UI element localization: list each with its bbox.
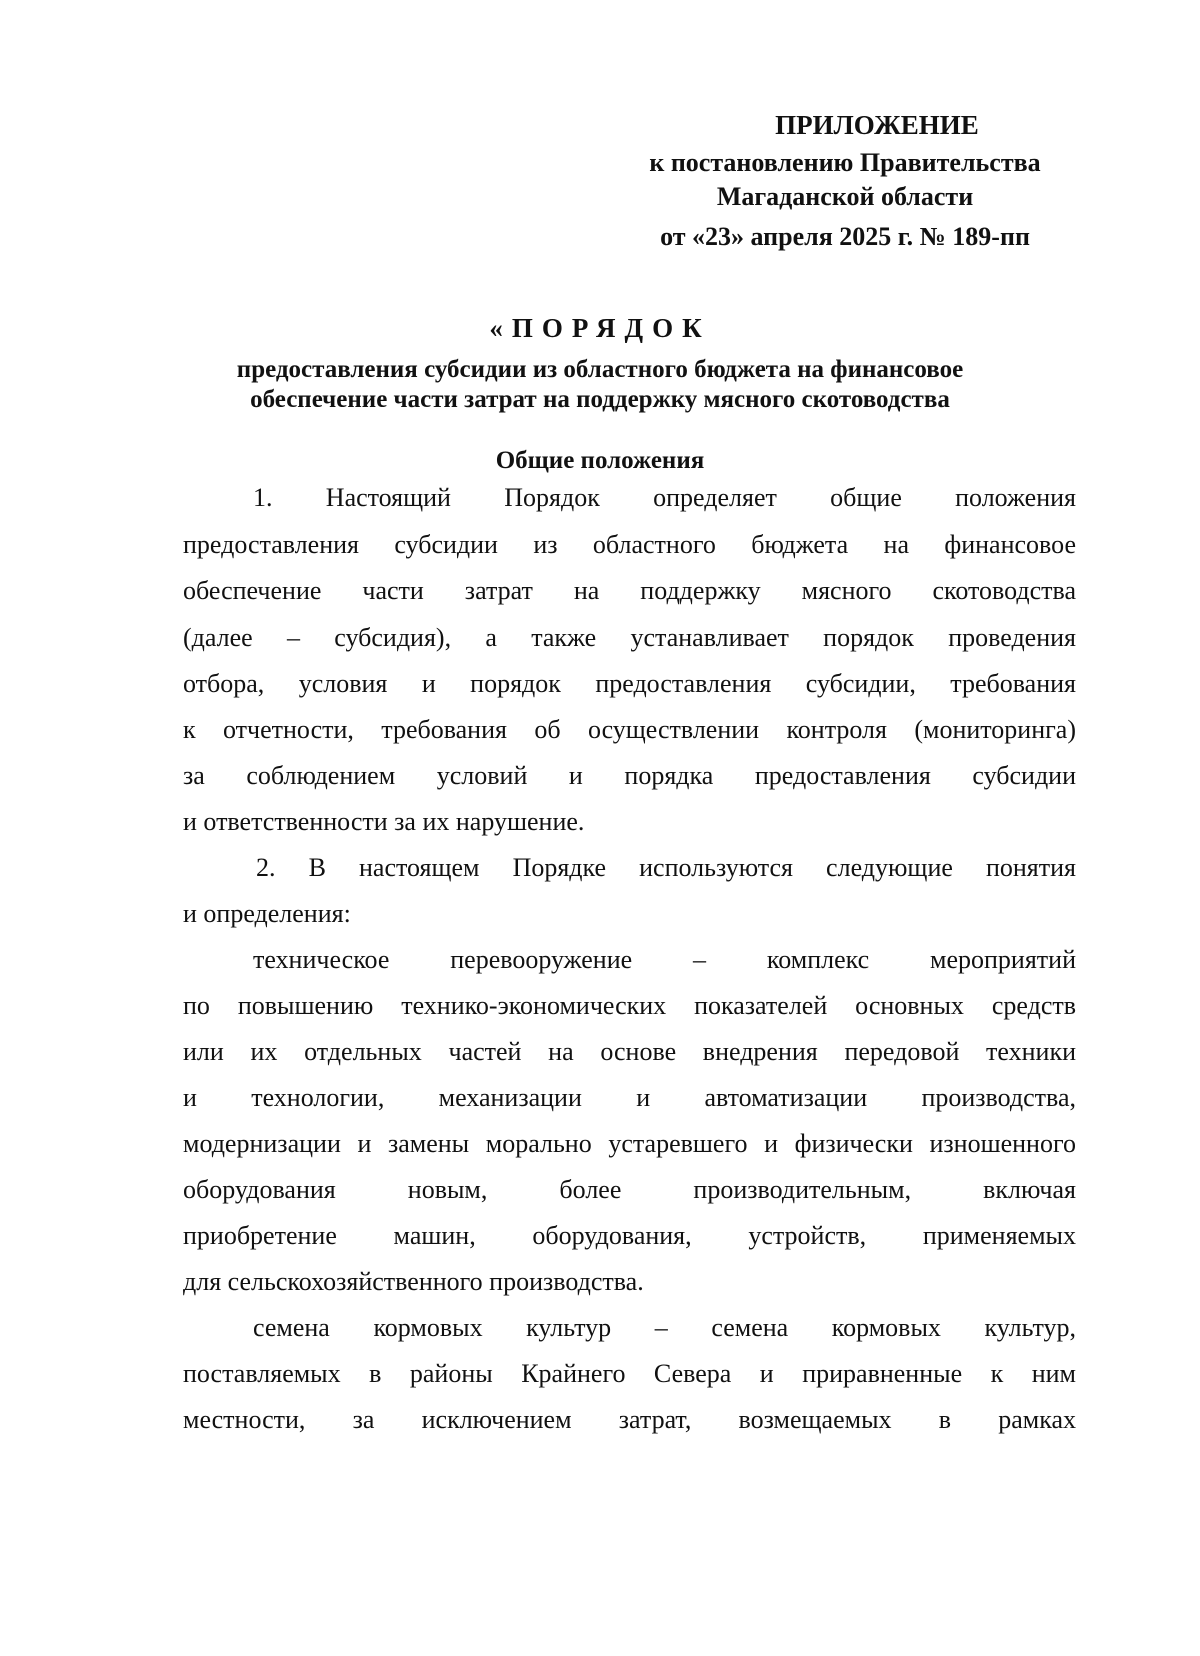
paragraph-line: 1. Настоящий Порядок определяет общие положения [253, 483, 1076, 512]
paragraph-line: по повышению технико-экономических показателей основных средств [183, 991, 1076, 1020]
paragraph-line: отбора, условия и порядок предоставления субсидии, требования [183, 669, 1076, 698]
paragraph-line: или их отдельных частей на основе внедрения передовой техники [183, 1037, 1076, 1066]
paragraph-line: приобретение машин, оборудования, устройств, применяемых [183, 1221, 1076, 1250]
resolution-date-number: от «23» апреля 2025 г. № 189-пп [660, 222, 1030, 251]
appendix-label: ПРИЛОЖЕНИЕ [775, 110, 979, 140]
paragraph-line: и ответственности за их нарушение. [183, 807, 585, 836]
document-subtitle-line-2: обеспечение части затрат на поддержку мясного скотоводства [250, 386, 950, 413]
paragraph-line: модернизации и замены морально устаревшего и физически изношенного [183, 1129, 1076, 1158]
paragraph-line: обеспечение части затрат на поддержку мясного скотоводства [183, 576, 1076, 605]
resolution-reference: к постановлению Правительства [649, 148, 1041, 177]
paragraph-line: и определения: [183, 899, 351, 928]
paragraph-line: за соблюдением условий и порядка предоставления субсидии [183, 761, 1076, 790]
appendix-header [610, 108, 1080, 254]
government-region: Магаданской области [716, 182, 974, 211]
paragraph-line: местности, за исключением затрат, возмещаемых в рамках [183, 1405, 1076, 1434]
document-subtitle [160, 355, 1040, 415]
paragraph-line: техническое перевооружение – комплекс мероприятий [253, 945, 1076, 974]
paragraph-line: (далее – субсидия), а также устанавливает порядок проведения [183, 623, 1076, 652]
paragraph-line: для сельскохозяйственного производства. [183, 1267, 644, 1296]
paragraph-line: семена кормовых культур – семена кормовых культур, [253, 1313, 1076, 1342]
document-title: «ПОРЯДОК [489, 313, 711, 343]
paragraph-line: и технологии, механизации и автоматизации производства, [183, 1083, 1076, 1112]
document-subtitle-line-1: предоставления субсидии из областного бюджета на финансовое [236, 356, 964, 383]
paragraph-line: поставляемых в районы Крайнего Севера и приравненные к ним [183, 1359, 1076, 1388]
paragraph-line: 2. В настоящем Порядке используются следующие понятия [256, 853, 1076, 882]
paragraph-line: к отчетности, требования об осуществлении контроля (мониторинга) [183, 715, 1076, 744]
paragraph-line: предоставления субсидии из областного бюджета на финансовое [183, 530, 1076, 559]
paragraph-line: оборудования новым, более производительным, включая [183, 1175, 1076, 1204]
section-heading: Общие положения [495, 447, 705, 474]
